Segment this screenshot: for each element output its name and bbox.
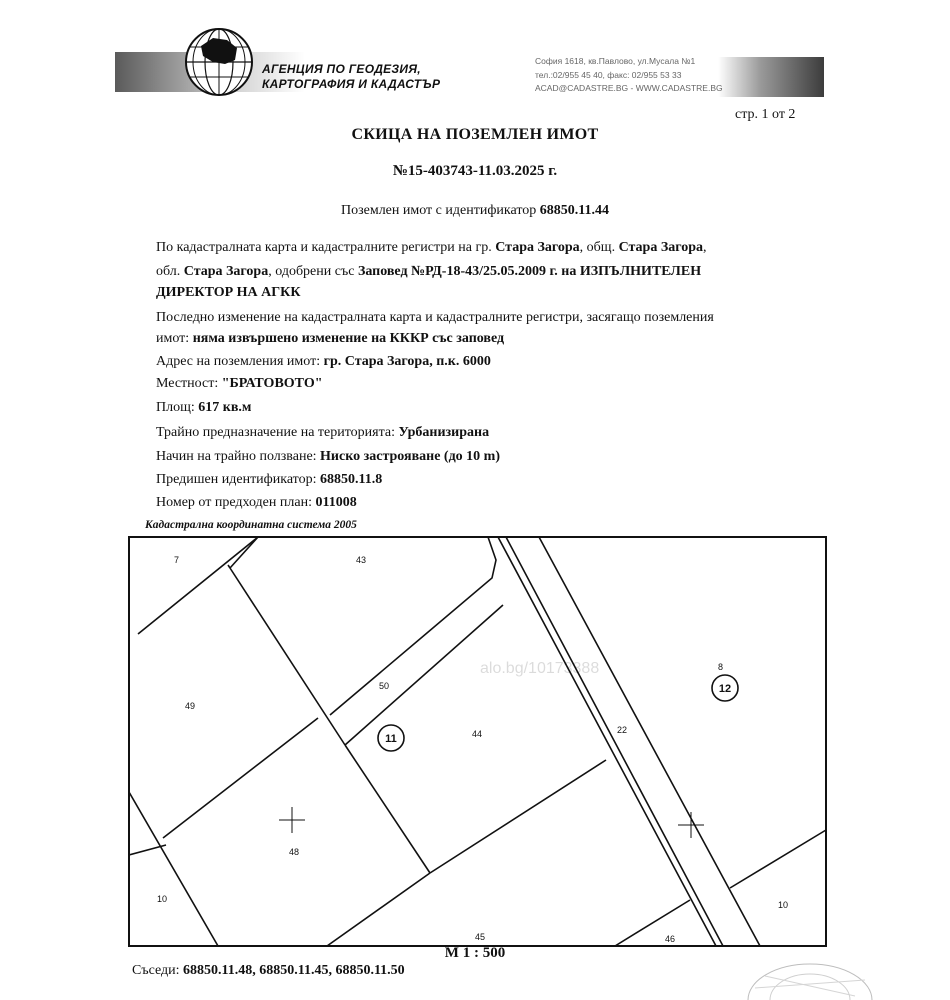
purpose-value: Урбанизирана	[398, 425, 490, 440]
parcel-label: 7	[174, 555, 180, 565]
locality-value: "БРАТОВОТО"	[221, 376, 323, 391]
stamp-watermark	[745, 958, 875, 1000]
contact-address: София 1618, кв.Павлово, ул.Мусала №1	[535, 56, 696, 66]
contact-email-web: ACAD@CADASTRE.BG - WWW.CADASTRE.BG	[535, 83, 723, 93]
previous-identifier-value: 68850.11.8	[320, 472, 383, 487]
text-segment: , одобрени със	[268, 264, 358, 279]
identifier-prefix: Поземлен имот с идентификатор	[340, 203, 540, 218]
parcel-label: 48	[289, 847, 300, 857]
agency-name-line1: АГЕНЦИЯ ПО ГЕОДЕЗИЯ,	[262, 62, 421, 76]
address-label: Адрес на поземления имот:	[156, 354, 324, 369]
identifier-value: 68850.11.44	[539, 203, 609, 218]
parcel-label: 45	[475, 932, 486, 942]
body-line-4: Последно изменение на кадастралната карта и кадастралните регистри, засягащо поземления	[156, 310, 714, 325]
parcel-label: 44	[472, 729, 483, 739]
page-number: стр. 1 от 2	[735, 107, 796, 122]
block-label-12: 12	[718, 683, 732, 695]
text-segment: имот:	[156, 331, 193, 346]
area-value: 617 кв.м	[198, 400, 252, 415]
director-title: ДИРЕКТОР НА АГКК	[156, 285, 301, 300]
previous-plan-label: Номер от предходен план:	[156, 495, 316, 510]
coordinate-system-label: Кадастрална координатна система 2005	[145, 519, 357, 531]
address-value: гр. Стара Загора, п.к. 6000	[323, 354, 491, 369]
purpose-label: Трайно предназначение на територията:	[156, 425, 399, 440]
document-title: СКИЦА НА ПОЗЕМЛЕН ИМОТ	[351, 126, 599, 143]
parcel-label: 50	[379, 681, 390, 691]
parcel-label: 22	[617, 725, 628, 735]
contact-phone: тел.:02/955 45 40, факс: 02/955 53 33	[535, 70, 682, 80]
parcel-label: 10	[157, 894, 168, 904]
text-segment: , общ.	[579, 240, 619, 255]
document-number: №15-403743-11.03.2025 г.	[392, 163, 558, 179]
neighbours-row	[132, 963, 405, 979]
usage-label: Начин на трайно ползване:	[156, 449, 321, 464]
text-segment: ,	[703, 240, 707, 255]
municipality-name: Стара Загора	[618, 240, 704, 255]
area-label: Площ:	[156, 400, 199, 415]
block-label-11: 11	[385, 733, 397, 745]
region-name: Стара Загора	[183, 264, 269, 279]
last-change-value: няма извършено изменение на КККР със заповед	[192, 331, 505, 346]
previous-identifier-label: Предишен идентификатор:	[156, 472, 321, 487]
map-scale: М 1 : 500	[444, 945, 506, 961]
parcel-label: 49	[185, 701, 196, 711]
previous-plan-value: 011008	[315, 495, 357, 510]
usage-value: Ниско застрояване (до 10 m)	[320, 449, 500, 464]
text-segment: По кадастралната карта и кадастралните регистри на гр.	[156, 240, 496, 255]
neighbours-value: 68850.11.48, 68850.11.45, 68850.11.50	[183, 963, 405, 978]
order-reference: Заповед №РД-18-43/25.05.2009 г. на ИЗПЪЛНИТЕЛЕН	[357, 264, 702, 279]
map-frame	[129, 537, 826, 946]
city-name: Стара Загора	[495, 240, 580, 255]
text-segment: обл.	[156, 264, 184, 279]
neighbours-label: Съседи:	[132, 963, 183, 978]
locality-label: Местност:	[156, 376, 222, 391]
parcel-label: 8	[718, 662, 724, 672]
parcel-label: 46	[665, 934, 676, 944]
parcel-label: 10	[778, 900, 789, 910]
parcel-label: 43	[356, 555, 367, 565]
agency-name-line2: КАРТОГРАФИЯ И КАДАСТЪР	[262, 77, 441, 91]
watermark-text: alo.bg/10173388	[480, 660, 600, 677]
